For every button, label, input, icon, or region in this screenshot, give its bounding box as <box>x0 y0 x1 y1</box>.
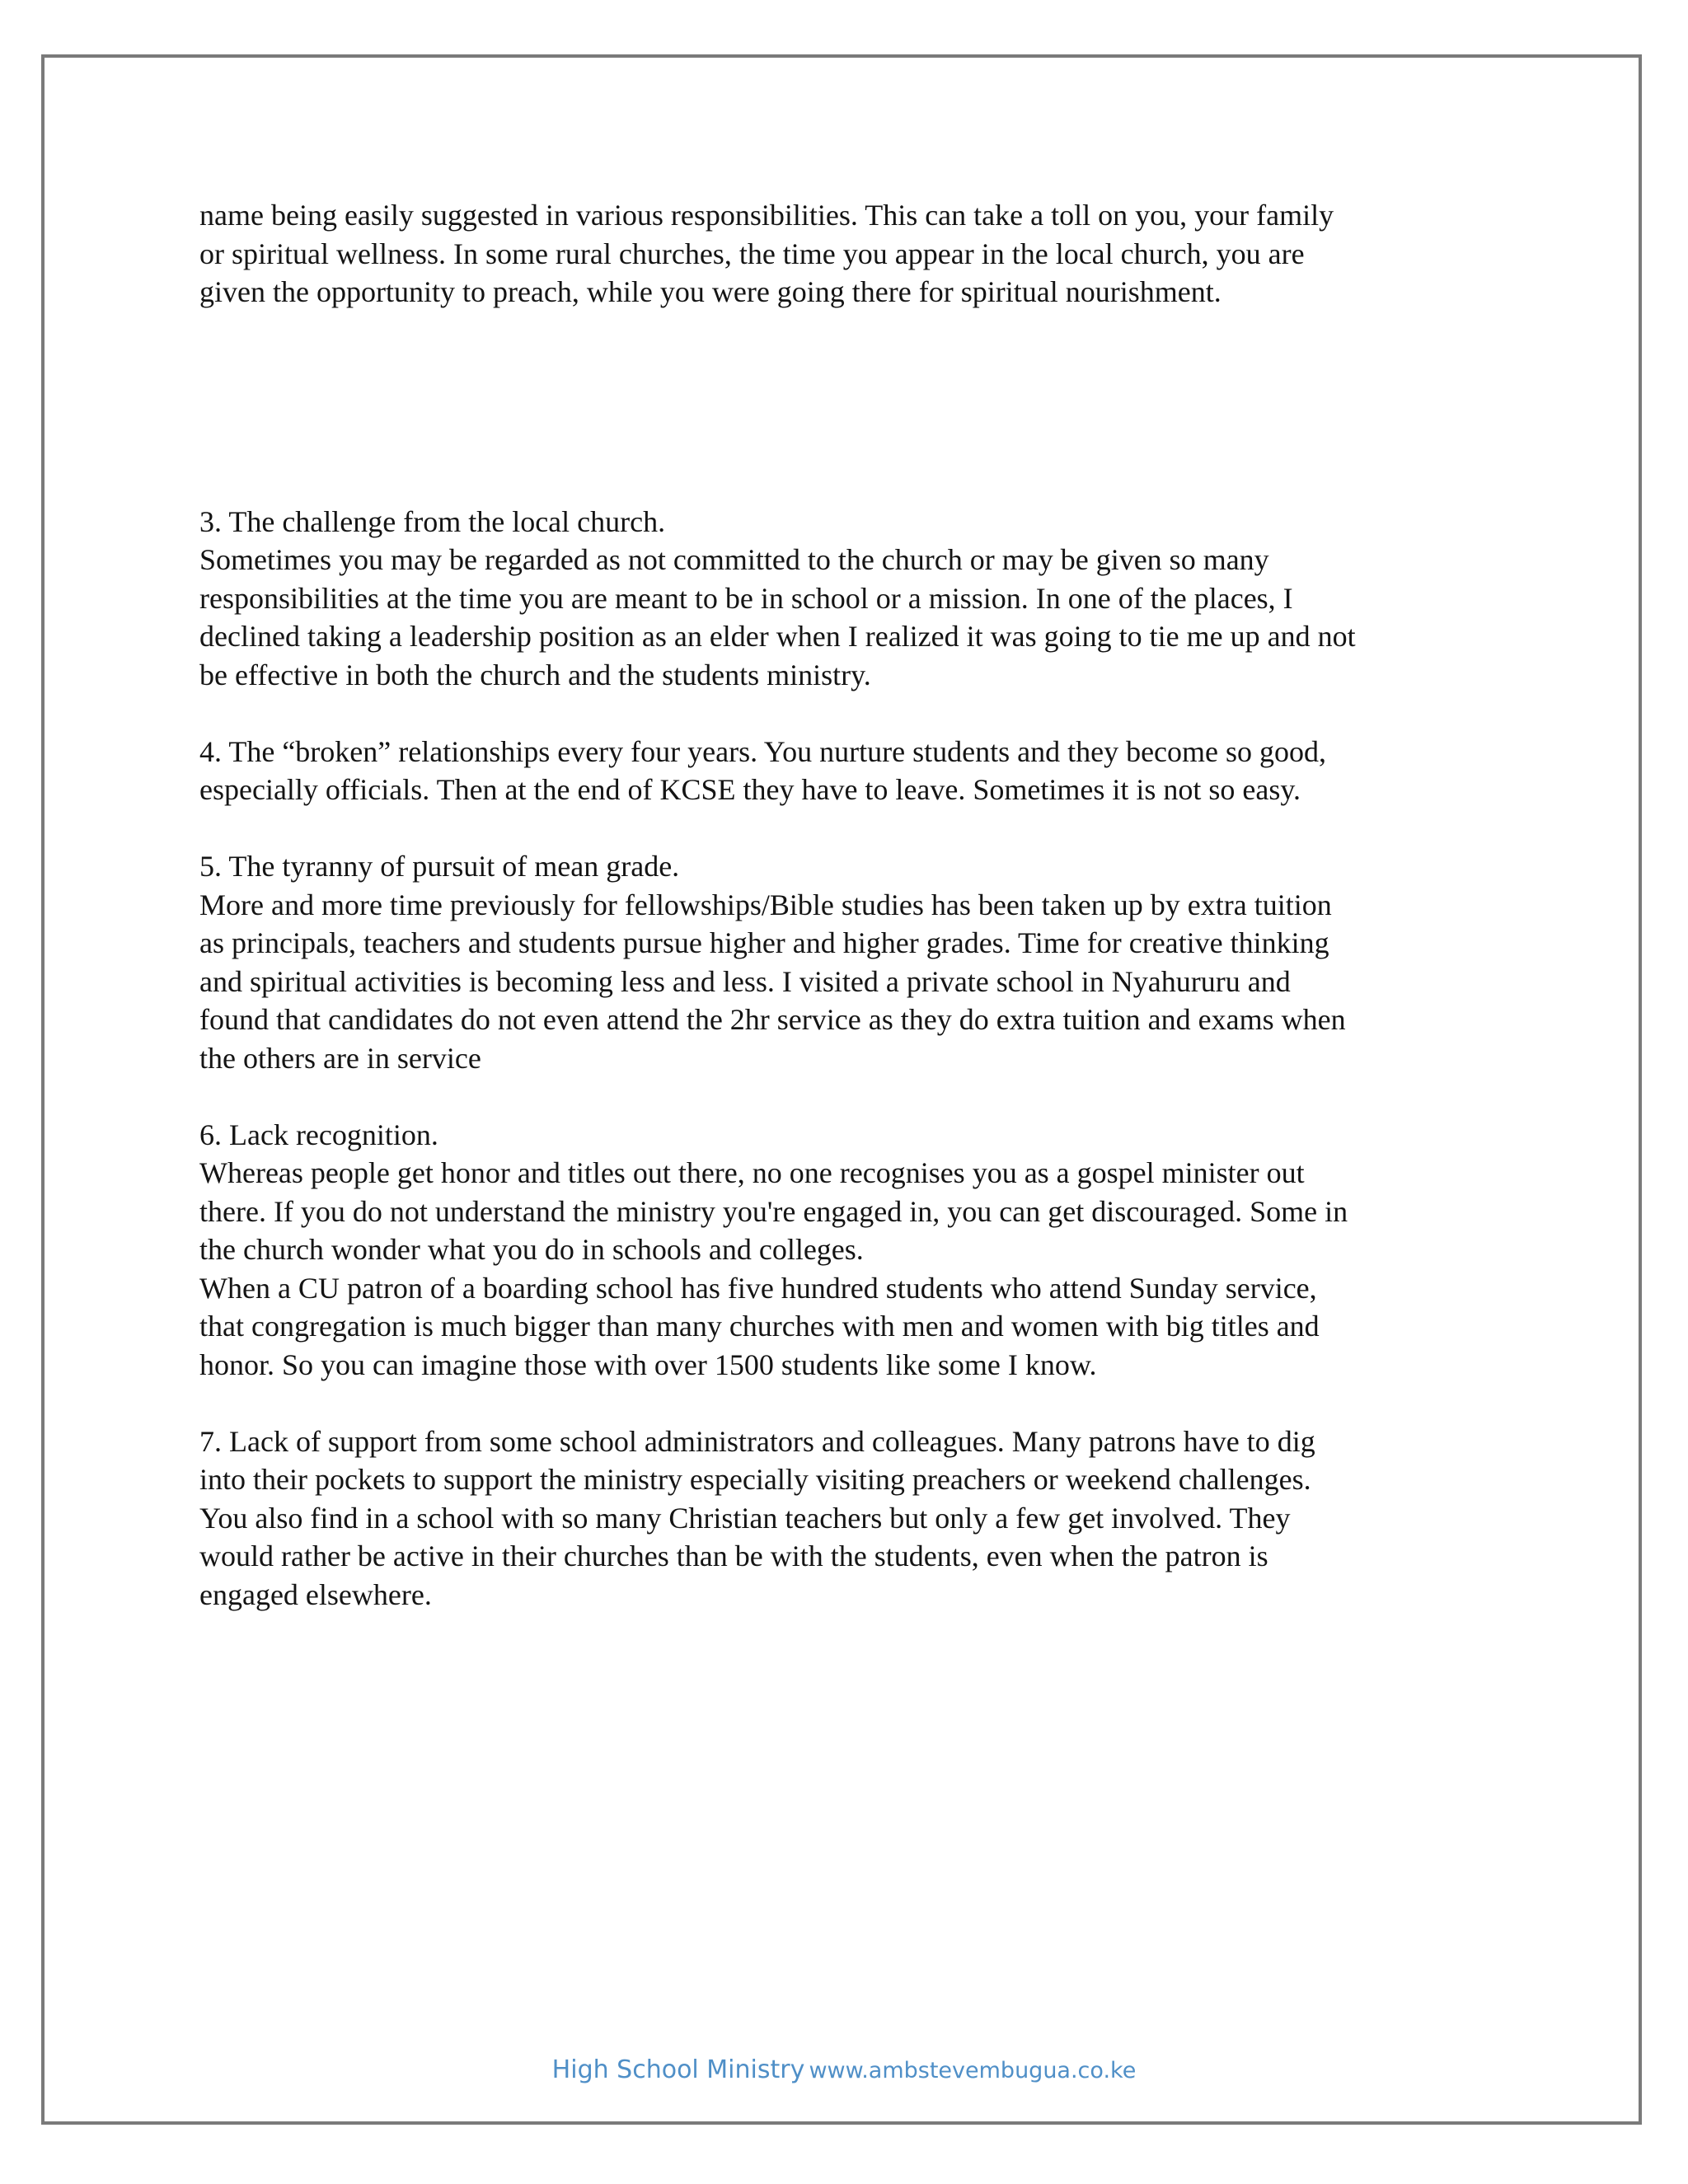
text-line: Sometimes you may be regarded as not committed to the church or may be given so many <box>199 543 1269 576</box>
spacer <box>199 694 1502 733</box>
text-line: as principals, teachers and students pursue higher and higher grades. Time for creative thinking <box>199 926 1329 959</box>
text-line: there. If you do not understand the ministry you're engaged in, you can get discouraged. Some in <box>199 1194 1348 1228</box>
text-line: found that candidates do not even attend the 2hr service as they do extra tuition and exams when <box>199 1003 1346 1036</box>
text-line: given the opportunity to preach, while you were going there for spiritual nourishment. <box>199 275 1221 308</box>
footer-title: High School Ministry <box>551 2055 805 2084</box>
text-line: More and more time previously for fellowships/Bible studies has been taken up by extra tuition <box>199 888 1332 921</box>
text-line: engaged elsewhere. <box>199 1577 432 1611</box>
text-line: You also find in a school with so many Christian teachers but only a few get involved. They <box>199 1501 1291 1535</box>
text-line: declined taking a leadership position as an elder when I realized it was going to tie me up and not <box>199 620 1356 653</box>
text-line: the church wonder what you do in schools and colleges. <box>199 1233 864 1266</box>
paragraph-point-6 <box>199 1116 1502 1385</box>
text-line: especially officials. Then at the end of KCSE they have to leave. Sometimes it is not so easy. <box>199 773 1301 806</box>
spacer <box>199 1384 1502 1422</box>
page-footer <box>0 2055 1688 2084</box>
spacer <box>199 312 1502 503</box>
text-line: be effective in both the church and the students ministry. <box>199 658 871 691</box>
point-heading: 6. Lack recognition. <box>199 1118 438 1151</box>
text-line: name being easily suggested in various responsibilities. This can take a toll on you, your family <box>199 199 1334 232</box>
paragraph-point-7 <box>199 1422 1502 1615</box>
spacer <box>199 1077 1502 1116</box>
footer-url-link[interactable]: www.ambstevembugua.co.ke <box>809 2058 1137 2083</box>
point-heading: 4. The “broken” relationships every four years. You nurture students and they become so good, <box>199 734 1327 768</box>
paragraph-point-4 <box>199 733 1502 809</box>
text-line: and spiritual activities is becoming less and less. I visited a private school in Nyahururu and <box>199 964 1291 998</box>
paragraph-point-3 <box>199 503 1502 695</box>
point-heading: 3. The challenge from the local church. <box>199 504 666 538</box>
text-line: responsibilities at the time you are meant to be in school or a mission. In one of the places, I <box>199 581 1293 615</box>
text-line: When a CU patron of a boarding school has five hundred students who attend Sunday service, <box>199 1271 1317 1305</box>
paragraph-continuation <box>199 196 1502 312</box>
spacer <box>199 809 1502 848</box>
text-line: Whereas people get honor and titles out there, no one recognises you as a gospel minister out <box>199 1156 1305 1189</box>
text-line: would rather be active in their churches than be with the students, even when the patron is <box>199 1540 1268 1572</box>
text-line: into their pockets to support the ministry especially visiting preachers or weekend challenges. <box>199 1463 1311 1496</box>
paragraph-point-5 <box>199 847 1502 1077</box>
text-line: or spiritual wellness. In some rural churches, the time you appear in the local church, you are <box>199 237 1305 270</box>
point-heading: 5. The tyranny of pursuit of mean grade. <box>199 850 680 883</box>
point-heading: 7. Lack of support from some school administrators and colleagues. Many patrons have to dig <box>199 1424 1315 1458</box>
document-body <box>199 196 1502 1614</box>
text-line: honor. So you can imagine those with over 1500 students like some I know. <box>199 1347 1097 1381</box>
text-line: that congregation is much bigger than many churches with men and women with big titles and <box>199 1310 1320 1343</box>
text-line: the others are in service <box>199 1041 481 1075</box>
